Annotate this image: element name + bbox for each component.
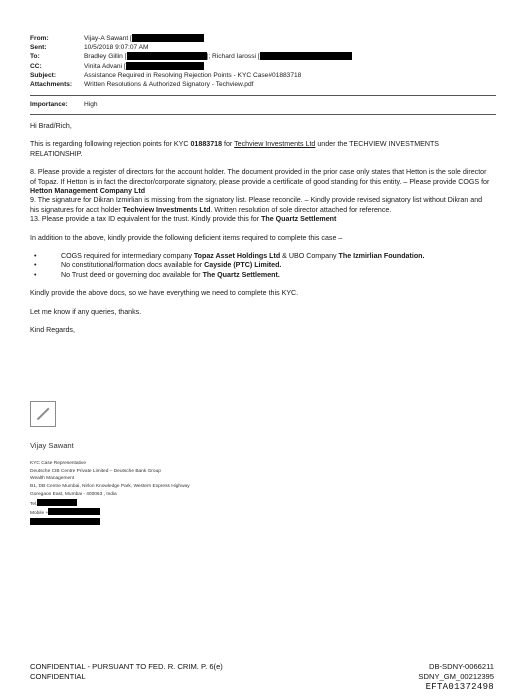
redaction-box (126, 62, 204, 70)
confidential-notice: CONFIDENTIAL - PURSUANT TO FED. R. CRIM. P. 6(e) (30, 662, 223, 671)
list-item-entity: Topaz Asset Holdings Ltd (193, 252, 281, 261)
bullet: • (34, 270, 37, 279)
to-row (30, 52, 500, 61)
point-8-entity: Hetton Management Company Ltd (30, 187, 146, 196)
mobile-label: Mobile + (30, 511, 49, 517)
header-divider (30, 95, 496, 96)
redaction-box (260, 52, 352, 60)
intro-paragraph (30, 140, 492, 159)
point-9 (30, 196, 492, 215)
list-item-entity: The Izmirlian Foundation. (338, 252, 425, 261)
attachments-row (30, 80, 500, 89)
footer-left (30, 662, 223, 682)
attachments-label: Attachments: (30, 81, 73, 89)
point-13-text: 13. Please provide a tax ID equivalent for the trust. Kindly provide this for (30, 215, 262, 224)
redaction-box (132, 34, 204, 42)
to-value-2: ]; Richard Iarossi [ (206, 53, 260, 61)
intro-text: for (222, 140, 235, 149)
subject-label: Subject: (30, 71, 57, 79)
redaction-box (37, 499, 77, 506)
subject-row (30, 71, 500, 80)
signature-tel (30, 499, 290, 509)
importance-row (30, 101, 98, 108)
company-link: Techview Investments Ltd (234, 140, 316, 149)
intro-text: under the TECHVIEW INVESTMENTS RELATIONSHIP. (30, 140, 440, 158)
point-9-entity: Techview Investments Ltd (122, 205, 211, 214)
signature-title: KYC Case Representative (30, 461, 86, 466)
to-value-1: Bradley Gillin [ (84, 53, 127, 61)
list-item-text: No Trust deed or governing doc available for (61, 270, 203, 279)
subject-value: Assistance Required in Resolving Rejection Points - KYC Case#01883718 (84, 71, 302, 79)
point-9-text: 9. The signature for Dikran Izmirlian is missing from the signatory list. Please reconcile. – Kindly provide revised signatory list without Dikran and his signatures for acct holder (30, 196, 483, 214)
footer-right (418, 662, 494, 692)
deficient-items-list (30, 252, 492, 280)
signature-block (30, 460, 290, 528)
importance-label: Importance: (30, 101, 68, 108)
list-item-text: COGS required for intermediary company (61, 252, 194, 261)
point-13 (30, 215, 492, 224)
intro-text: This is regarding following rejection points for KYC (30, 140, 191, 149)
redaction-box (48, 508, 100, 515)
bullet: • (34, 252, 37, 261)
importance-value: High (84, 101, 98, 108)
point-8-text: 8. Please provide a register of directors for the account holder. The document provided in the prior case only states that Hetton is the sole director of Topaz. If Hetton is in fact the director/corporate signatory, please provide a certificate of good standing for this entity. – Please provide COGS for (30, 168, 490, 186)
logo-slash (37, 408, 49, 420)
kyc-number: 01883718 (190, 140, 223, 149)
from-value: Vijay-A Sawant [ (84, 35, 132, 42)
email-body (30, 122, 492, 336)
to-label: To: (30, 53, 40, 61)
point-9-text-end: . Written resolution of sole director attached for reference. (210, 205, 392, 214)
list-item (30, 252, 492, 261)
bates-number: DB-SDNY-0066211 (428, 662, 494, 671)
list-item (30, 261, 492, 270)
point-13-entity: The Quartz Settlement (261, 215, 337, 224)
attachments-value: Written Resolutions & Authorized Signatory - Techview.pdf (84, 81, 254, 89)
signature-address: Goregaon East, Mumbai - 400063 , India (30, 491, 117, 497)
signature-name: Vijay Sawant (30, 441, 74, 450)
closing-line: Kindly provide the above docs, so we have everything we need to complete this KYC. (30, 289, 299, 298)
cc-label: CC: (30, 62, 42, 70)
from-label: From: (30, 35, 49, 42)
signature-extra (30, 518, 290, 528)
cc-row (30, 62, 500, 71)
email-header (30, 34, 500, 89)
signature-address: B1, DB Centre Mumbai, Nirlon Knowledge Park, Western Express Highway (30, 484, 190, 490)
from-row (30, 34, 500, 43)
bullet: • (34, 261, 37, 270)
sent-row (30, 43, 500, 52)
point-8 (30, 168, 492, 196)
greeting: Hi Brad/Rich, (30, 122, 72, 130)
closing-line: Let me know if any queries, thanks. (30, 307, 142, 316)
list-item-entity: Cayside (PTC) Limited. (204, 261, 282, 270)
sent-label: Sent: (30, 44, 47, 52)
importance-divider (30, 114, 496, 115)
signature-mobile (30, 508, 290, 518)
signature-company: Deutsche CIB Centre Private Limited – Deutsche Bank Group (30, 468, 161, 474)
list-item-entity: The Quartz Settlement. (202, 270, 280, 279)
list-item-text: & UBO Company (280, 252, 339, 261)
redaction-box (30, 518, 100, 525)
regards: Kind Regards, (30, 326, 75, 335)
sent-value: 10/5/2018 9:07:07 AM (84, 44, 149, 52)
bates-number: SDNY_GM_00212395 (418, 672, 494, 681)
cc-value: Vinita Advani [ (84, 62, 126, 70)
list-item (30, 271, 492, 280)
list-item-text: No constitutional/formation docs available for (61, 261, 205, 270)
signature-division: Wealth Management (30, 476, 75, 482)
addition-paragraph: In addition to the above, kindly provide the following deficient items required to complete this case – (30, 233, 343, 242)
redaction-box (127, 52, 207, 60)
efta-number: EFTA01372498 (425, 682, 494, 692)
confidential-label: CONFIDENTIAL (30, 672, 86, 681)
deutsche-bank-logo-icon (30, 401, 56, 427)
tel-label: Tel. (30, 501, 38, 507)
